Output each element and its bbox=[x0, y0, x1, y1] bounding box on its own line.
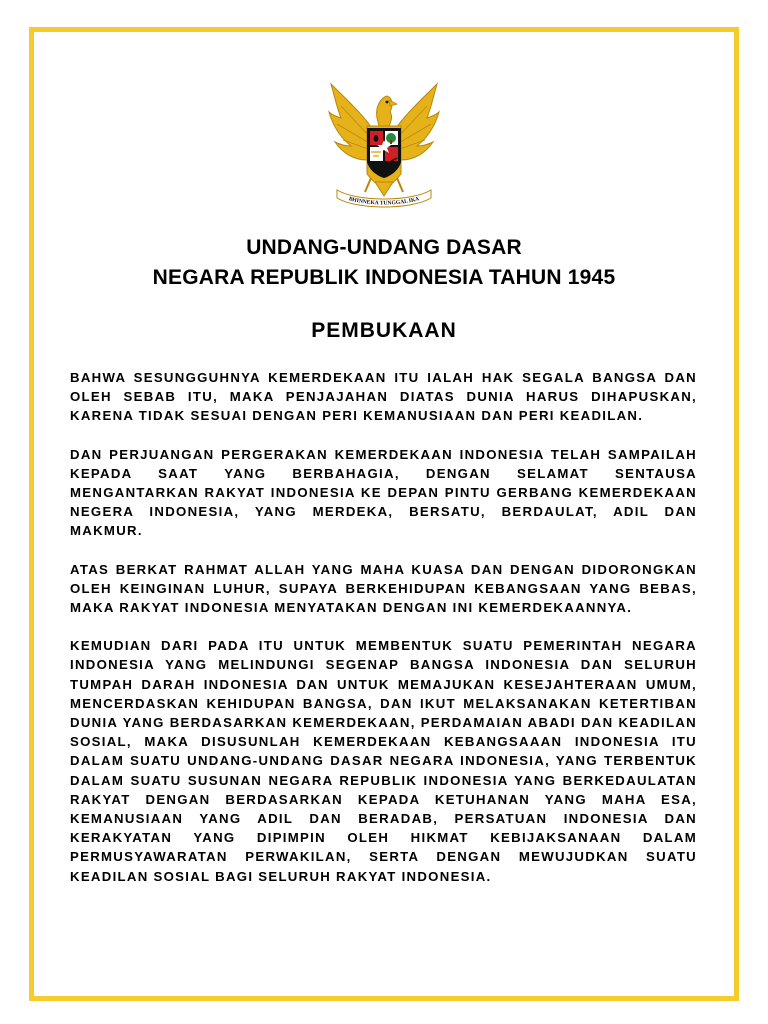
paragraph-2: DAN PERJUANGAN PERGERAKAN KEMERDEKAAN INDONESIA TELAH SAMPAILAH KEPADA SAAT YANG BERBAHAGIA, DENGAN SELAMAT SENTAUSA MENGANTARKAN RAKYAT INDONESIA KE DEPAN PINTU GERBANG KEMERDEKAAN NEGERA INDONESIA, YANG MERDEKA, BERSATU, BERDAULAT, ADIL DAN MAKMUR. bbox=[70, 446, 697, 539]
paragraph-1: BAHWA SESUNGGUHNYA KEMERDEKAAN ITU IALAH HAK SEGALA BANGSA DAN OLEH SEBAB ITU, MAKA PENJAJAHAN DIATAS DUNIA HARUS DIHAPUSKAN, KARENA TIDAK SESUAI DENGAN PERI KEMANUSIAAN DAN PERI KEADILAN. bbox=[70, 370, 697, 424]
pancasila-shield bbox=[367, 128, 401, 178]
paragraph-4: KEMUDIAN DARI PADA ITU UNTUK MEMBENTUK SUATU PEMERINTAH NEGARA INDONESIA YANG MELINDUNGI SEGENAP BANGSA INDONESIA DAN SELURUH TUMPAH DARAH INDONESIA DAN UNTUK MEMAJUKAN KESEJAHTERAAN UMUM, MENCERDASKAN KEHIDUPAN BANGSA, DAN IKUT MELAKSANAKAN KETERTIBAN DUNIA YANG BERDASARKAN KEMERDEKAAN, PERDAMAIAN ABADI DAN KEADILAN SOSIAL, MAKA DISUSUNLAH KEMERDEKAAN KEBANGSAAAN INDONESIA ITU DALAM SUATU UNDANG-UNDANG DASAR NEGARA INDONESIA, YANG TERBENTUK DALAM SUATU SUSUNAN NEGARA REPUBLIK INDONESIA YANG BERKEDAULATAN RAKYAT DENGAN BERDASARKAN KEPADA KETUHANAN YANG MAHA ESA, KEMANUSIAAN YANG ADIL DAN BERADAB, PERSATUAN INDONESIA DAN KERAKYATAN YANG DIPIMPIN OLEH HIKMAT KEBIJAKSANAAN DALAM PERMUSYAWARATAN PERWAKILAN, SERTA DENGAN MEWUJUDKAN SUATU KEADILAN SOSIAL BAGI SELURUH RAKYAT INDONESIA. bbox=[70, 638, 697, 884]
garuda-emblem-icon bbox=[327, 78, 441, 208]
document-title-line2: NEGARA REPUBLIK INDONESIA TAHUN 1945 bbox=[152, 266, 616, 289]
document-body bbox=[70, 368, 697, 905]
section-heading: PEMBUKAAN bbox=[311, 319, 457, 342]
document-title-line1: UNDANG-UNDANG DASAR bbox=[246, 236, 522, 259]
paragraph-3: ATAS BERKAT RAHMAT ALLAH YANG MAHA KUASA DAN DENGAN DIDORONGKAN OLEH KEINGINAN LUHUR, SUPAYA BERKEHIDUPAN KEBANGSAAN YANG BEBAS, MAKA RAKYAT INDONESIA MENYATAKAN DENGAN INI KEMERDEKAANNYA. bbox=[70, 561, 697, 616]
motto-text: BHINNEKA TUNGGAL IKA bbox=[348, 196, 420, 207]
